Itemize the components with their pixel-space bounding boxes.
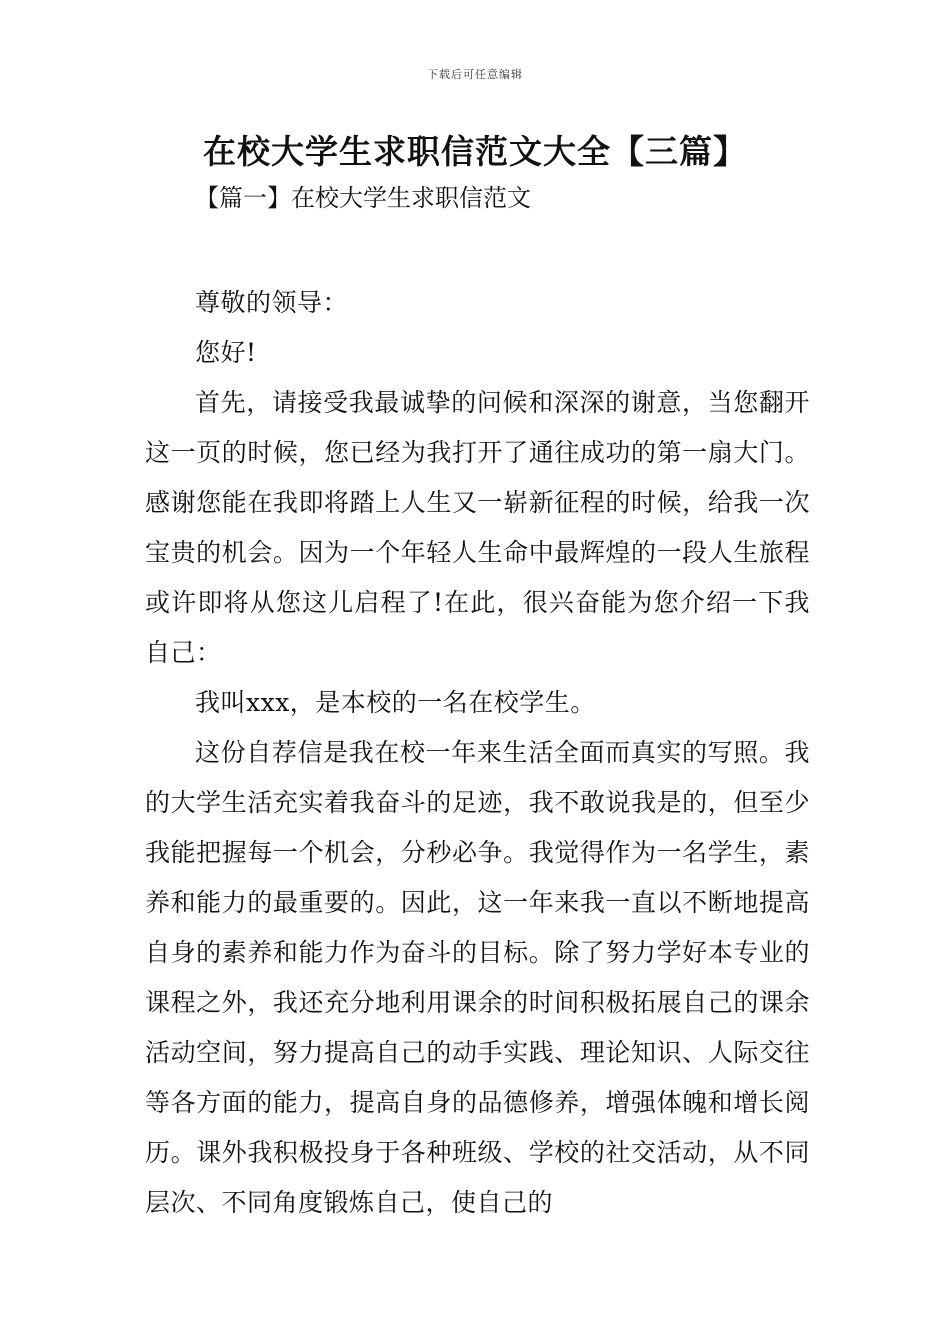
body-paragraph: 首先，请接受我最诚挚的问候和深深的谢意，当您翻开这一页的时候，您已经为我打开了通往成功的第一扇大门。感谢您能在我即将踏上人生又一崭新征程的时候，给我一次宝贵的机会。因为一个年轻人生命中最辉煌的一段人生旅程或许即将从您这儿启程了!在此，很兴奋能为您介绍一下我自己： [145,388,810,667]
body-paragraph: 这份自荐信是我在校一年来生活全面而真实的写照。我的大学生活充实着我奋斗的足迹，我不敢说我是的，但至少我能把握每一个机会，分秒必争。我觉得作为一名学生，素养和能力的最重要的。因此，这一年来我一直以不断地提高自身的素养和能力作为奋斗的目标。除了努力学好本专业的课程之外，我还充分地利用课余的时间积极拓展自己的课余活动空间，努力提高自己的动手实践、理论知识、人际交往等各方面的能力，提高自身的品德修养，增强体魄和增长阅历。课外我积极投身于各种班级、学校的社交活动，从不同层次、不同角度锻炼自己，使自己的 [145,738,810,1217]
body-paragraph: 我叫xxx，是本校的一名在校学生。 [195,688,596,717]
greeting: 您好! [195,338,257,367]
page-header-note: 下载后可任意编辑 [427,68,523,81]
document-title: 在校大学生求职信范文大全【三篇】 [203,132,747,171]
document-body [145,278,810,1228]
section-title: 【篇一】在校大学生求职信范文 [195,184,531,212]
salutation: 尊敬的领导： [195,288,349,317]
